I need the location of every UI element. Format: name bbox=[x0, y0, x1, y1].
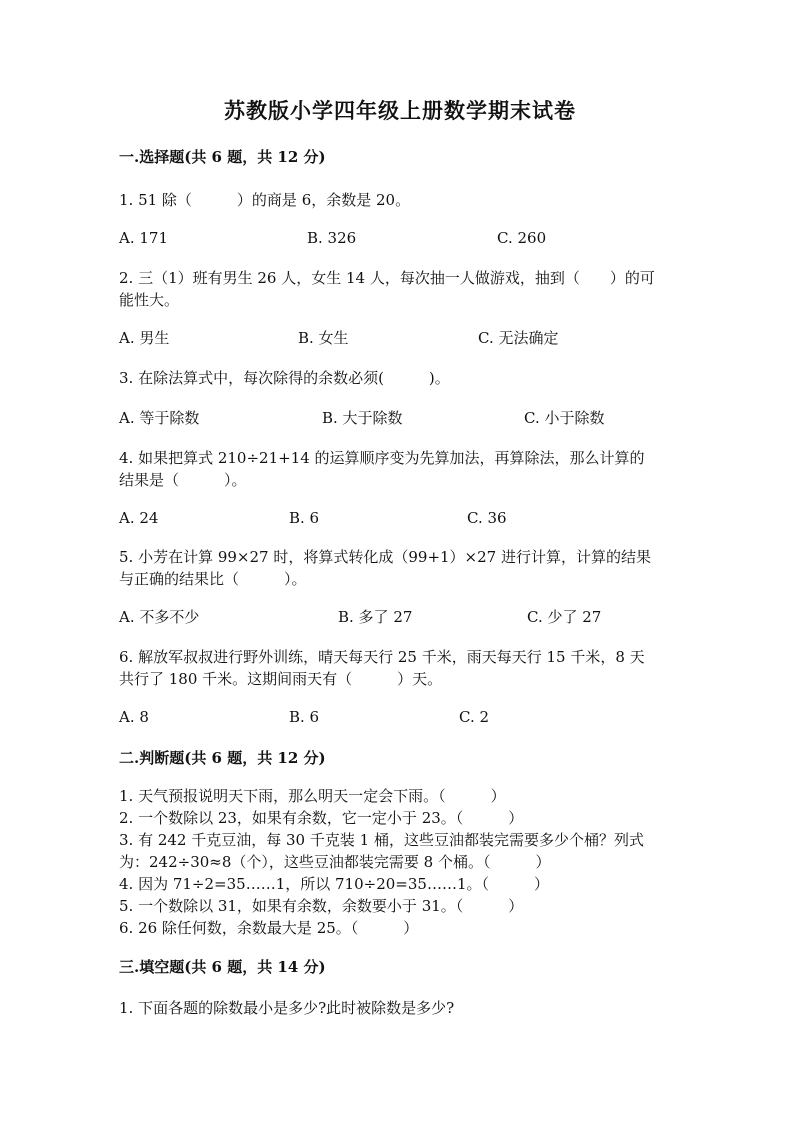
question-4-option-b: B. 6 bbox=[289, 509, 320, 527]
page-title: 苏教版小学四年级上册数学期末试卷 bbox=[224, 98, 576, 123]
question-1-text: 1. 51 除（ ）的商是 6，余数是 20。 bbox=[119, 191, 411, 209]
section-heading-judgement: 二.判断题(共 6 题，共 12 分) bbox=[119, 749, 326, 767]
judgement-4: 4. 因为 71÷2=35……1，所以 710÷20=35……1。（ ） bbox=[119, 875, 549, 893]
question-2-option-b: B. 女生 bbox=[298, 329, 349, 347]
fill-blank-1: 1. 下面各题的除数最小是多少?此时被除数是多少? bbox=[119, 999, 455, 1017]
question-4-text-line2: 结果是（ ）。 bbox=[119, 471, 247, 489]
question-2-option-c: C. 无法确定 bbox=[478, 329, 559, 347]
question-6-option-b: B. 6 bbox=[289, 708, 320, 726]
question-2-option-a: A. 男生 bbox=[119, 329, 170, 347]
judgement-5: 5. 一个数除以 31，如果有余数，余数要小于 31。（ ） bbox=[119, 897, 524, 915]
question-3-option-c: C. 小于除数 bbox=[524, 409, 605, 427]
question-5-text-line1: 5. 小芳在计算 99×27 时，将算式转化成（99+1）×27 进行计算，计算的结果 bbox=[119, 548, 651, 566]
question-1-option-c: C. 260 bbox=[497, 229, 547, 247]
question-4-option-a: A. 24 bbox=[119, 509, 159, 527]
question-1-option-a: A. 171 bbox=[119, 229, 168, 247]
judgement-1: 1. 天气预报说明天下雨，那么明天一定会下雨。（ ） bbox=[119, 787, 506, 805]
question-5-option-a: A. 不多不少 bbox=[119, 608, 200, 626]
question-3-text: 3. 在除法算式中，每次除得的余数必须( )。 bbox=[119, 369, 450, 387]
question-1-option-b: B. 326 bbox=[307, 229, 357, 247]
judgement-3-line2: 为：242÷30≈8（个），这些豆油都装完需要 8 个桶。（ ） bbox=[119, 853, 551, 871]
question-6-option-c: C. 2 bbox=[459, 708, 490, 726]
question-2-text-line1: 2. 三（1）班有男生 26 人，女生 14 人，每次抽一人做游戏，抽到（ ）的可 bbox=[119, 269, 655, 287]
question-5-option-c: C. 少了 27 bbox=[527, 608, 602, 626]
question-6-text-line1: 6. 解放军叔叔进行野外训练，晴天每天行 25 千米，雨天每天行 15 千米，8 天 bbox=[119, 648, 645, 666]
question-4-option-c: C. 36 bbox=[467, 509, 507, 527]
section-heading-fill-blank: 三.填空题(共 6 题，共 14 分) bbox=[119, 958, 326, 976]
question-6-text-line2: 共行了 180 千米。这期间雨天有（ ）天。 bbox=[119, 670, 443, 688]
judgement-6: 6. 26 除任何数，余数最大是 25。（ ） bbox=[119, 919, 419, 937]
question-3-option-b: B. 大于除数 bbox=[322, 409, 403, 427]
judgement-3-line1: 3. 有 242 千克豆油，每 30 千克装 1 桶，这些豆油都装完需要多少个桶？列式 bbox=[119, 831, 644, 849]
question-5-option-b: B. 多了 27 bbox=[338, 608, 413, 626]
section-heading-choice: 一.选择题(共 6 题，共 12 分) bbox=[119, 148, 326, 166]
question-2-text-line2: 能性大。 bbox=[119, 291, 180, 309]
question-4-text-line1: 4. 如果把算式 210÷21+14 的运算顺序变为先算加法，再算除法，那么计算的 bbox=[119, 449, 645, 467]
question-6-option-a: A. 8 bbox=[119, 708, 149, 726]
question-5-text-line2: 与正确的结果比（ ）。 bbox=[119, 570, 307, 588]
question-3-option-a: A. 等于除数 bbox=[119, 409, 200, 427]
judgement-2: 2. 一个数除以 23，如果有余数，它一定小于 23。（ ） bbox=[119, 809, 524, 827]
